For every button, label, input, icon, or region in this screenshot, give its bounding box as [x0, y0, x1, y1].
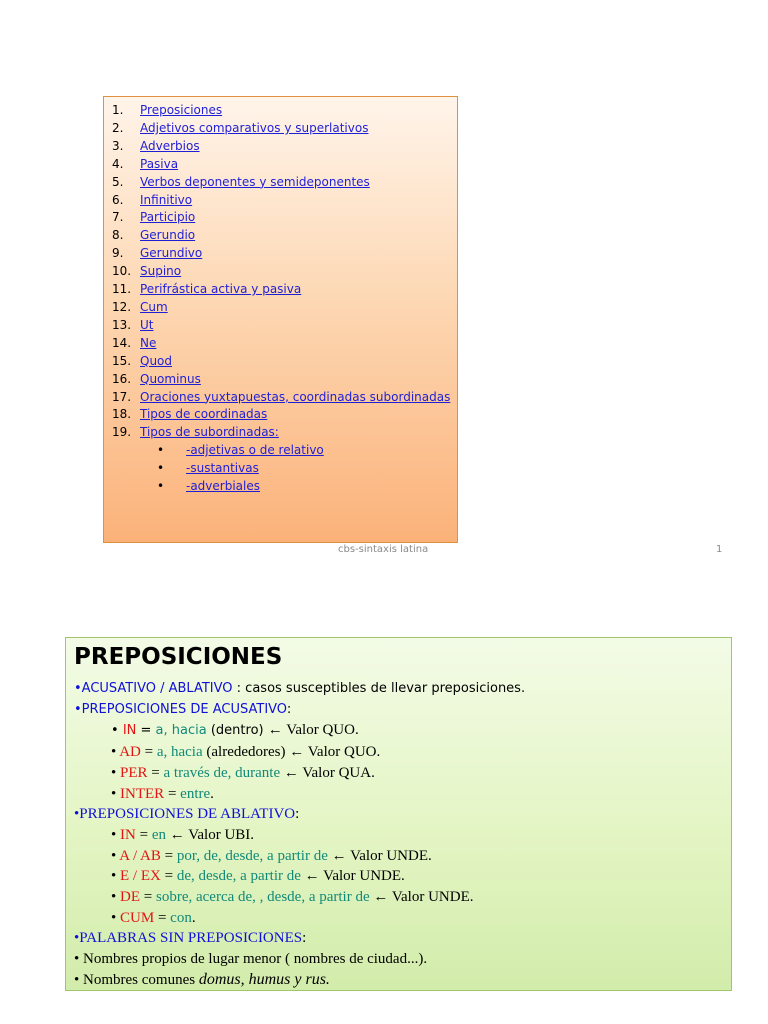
- toc-link[interactable]: Tipos de subordinadas:: [140, 425, 279, 440]
- text-line: • CUM = con.: [111, 909, 196, 926]
- text-line: • IN = en ← Valor UBI.: [111, 826, 255, 843]
- toc-link[interactable]: Ut: [140, 317, 154, 332]
- toc-subitem: • -adjetivas o de relativo: [157, 443, 324, 458]
- toc-item: 3. Adverbios: [112, 138, 200, 153]
- toc-link[interactable]: Preposiciones: [140, 103, 223, 117]
- text-line: • DE = sobre, acerca de, , desde, a partir de ← Valor UNDE.: [111, 889, 474, 906]
- text-line: •PALABRAS SIN PREPOSICIONES:: [74, 930, 307, 947]
- page-number: 1: [716, 544, 723, 555]
- toc-subitem: • -adverbiales: [157, 479, 260, 494]
- toc-sublink[interactable]: -sustantivas: [186, 461, 259, 476]
- toc-link[interactable]: Adverbios: [140, 138, 200, 153]
- text-line: • AD = a, hacia (alrededores) ← Valor QUO.: [111, 744, 381, 761]
- toc-link[interactable]: Cum: [140, 299, 168, 314]
- toc-item: 10. Supino: [112, 264, 182, 279]
- text-line: • A / AB = por, de, desde, a partir de ← Valor UNDE.: [111, 847, 432, 864]
- toc-link[interactable]: Adjetivos comparativos y superlativos: [140, 120, 369, 135]
- toc-link[interactable]: Participio: [140, 210, 196, 225]
- text-line: • PER = a través de, durante ← Valor QUA.: [111, 764, 375, 781]
- toc-item: 6. Infinitivo: [112, 192, 193, 207]
- toc-item: 13. Ut: [112, 317, 154, 332]
- toc-item: 5. Verbos deponentes y semideponentes: [112, 174, 370, 189]
- toc-link[interactable]: Tipos de coordinadas: [140, 407, 268, 422]
- toc-link[interactable]: Infinitivo: [140, 192, 193, 207]
- toc-item: 4. Pasiva: [112, 156, 179, 171]
- toc-sublink[interactable]: -adverbiales: [186, 479, 260, 494]
- toc-link[interactable]: Supino: [140, 264, 182, 279]
- toc-item: 9. Gerundivo: [112, 246, 203, 261]
- toc-item: 8. Gerundio: [112, 228, 196, 243]
- text-line: • E / EX = de, desde, a partir de ← Valor UNDE.: [111, 868, 405, 885]
- toc-sublist: [112, 442, 450, 496]
- slide-table-of-contents: [103, 96, 458, 543]
- text-line: • Nombres propios de lugar menor ( nombres de ciudad...).: [74, 951, 428, 968]
- toc-link[interactable]: Quominus: [140, 371, 201, 386]
- toc-item: 2. Adjetivos comparativos y superlativos: [112, 120, 369, 135]
- toc-item: 19. Tipos de subordinadas: • -adjetivas o de relativo • -sustantivas • -adverbiales: [112, 424, 450, 496]
- toc-item: 18. Tipos de coordinadas: [112, 407, 268, 422]
- toc-link[interactable]: Ne: [140, 335, 157, 350]
- toc-sublink[interactable]: -adjetivas o de relativo: [186, 443, 324, 458]
- text-line: • INTER = entre.: [111, 785, 214, 802]
- slide-title: PREPOSICIONES: [74, 644, 283, 670]
- toc-list: [112, 102, 450, 496]
- text-line: •ACUSATIVO / ABLATIVO : casos susceptibles de llevar preposiciones.: [74, 681, 526, 696]
- toc-link[interactable]: Verbos deponentes y semideponentes: [140, 174, 370, 189]
- toc-item: 7. Participio: [112, 210, 196, 225]
- slide-body: [74, 679, 727, 991]
- text-line: •PREPOSICIONES DE ABLATIVO:: [74, 806, 300, 823]
- toc-item: 16. Quominus: [112, 371, 201, 386]
- toc-item: 1. Preposiciones: [112, 103, 223, 117]
- text-line: • IN = a, hacia (dentro) ← Valor QUO.: [111, 722, 359, 739]
- toc-link[interactable]: Perifrástica activa y pasiva: [140, 282, 302, 297]
- toc-item: 12. Cum: [112, 299, 168, 314]
- slide-preposiciones: [65, 637, 732, 991]
- toc-item: 15. Quod: [112, 353, 173, 368]
- text-line: •PREPOSICIONES DE ACUSATIVO:: [74, 701, 292, 717]
- slide-footer: cbs-sintaxis latina: [338, 544, 429, 555]
- toc-link[interactable]: Gerundivo: [140, 246, 203, 261]
- toc-item: 11. Perifrástica activa y pasiva: [112, 282, 302, 297]
- toc-item: 14. Ne: [112, 335, 157, 350]
- toc-link[interactable]: Gerundio: [140, 228, 196, 243]
- toc-link[interactable]: Quod: [140, 353, 173, 368]
- toc-link[interactable]: Pasiva: [140, 156, 179, 171]
- text-line: • Nombres comunes domus, humus y rus.: [74, 970, 330, 988]
- toc-subitem: • -sustantivas: [157, 461, 259, 476]
- toc-link[interactable]: Oraciones yuxtapuestas, coordinadas subordinadas: [140, 389, 451, 404]
- toc-item: 17. Oraciones yuxtapuestas, coordinadas subordinadas: [112, 389, 451, 404]
